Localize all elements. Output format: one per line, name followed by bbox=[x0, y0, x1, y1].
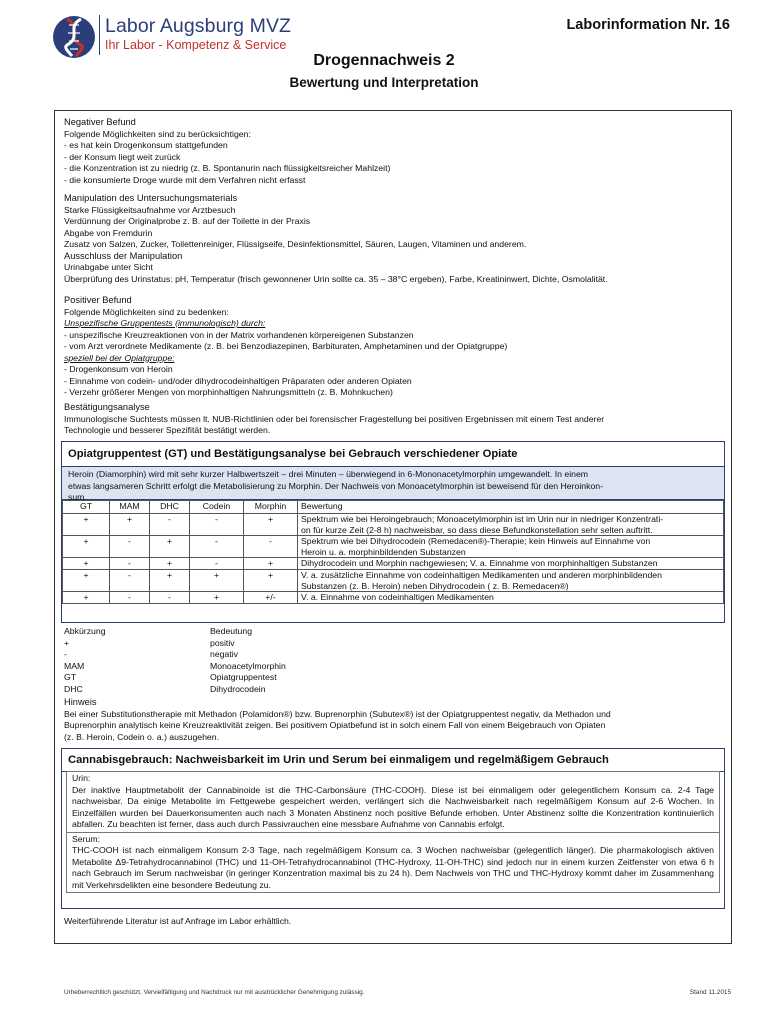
table-cell: + bbox=[63, 514, 110, 536]
table-row bbox=[63, 592, 724, 604]
brand bbox=[105, 15, 291, 53]
brand-divider bbox=[99, 15, 100, 55]
positiv-heading: Positiver Befund bbox=[64, 295, 132, 305]
legend-value: positiv bbox=[210, 637, 235, 648]
section-negativ bbox=[64, 117, 724, 186]
row-text: Spektrum wie bei Dihydrocodein (Remedacen®)-Therapie; kein Hinweis auf Einnahme von bbox=[301, 536, 651, 547]
table-cell: - bbox=[110, 592, 150, 604]
legend-value: Dihydrocodein bbox=[210, 683, 266, 694]
opiate-title: Opiatgruppentest (GT) und Bestätigungsanalyse bei Gebrauch verschiedener Opiate bbox=[62, 442, 724, 467]
legend-row bbox=[64, 684, 464, 696]
legend-key: - bbox=[64, 649, 67, 659]
opiate-intro bbox=[62, 467, 724, 500]
table-cell: + bbox=[244, 558, 298, 570]
list-item: - es hat kein Drogenkonsum stattgefunden bbox=[64, 140, 228, 150]
urin-heading: Urin: bbox=[72, 773, 91, 783]
legend-value: Opiatgruppentest bbox=[210, 672, 277, 682]
table-cell: - bbox=[150, 514, 190, 536]
table-cell: - bbox=[110, 558, 150, 570]
table-row bbox=[63, 558, 724, 570]
table-cell: + bbox=[63, 558, 110, 570]
column-header: DHC bbox=[150, 501, 190, 514]
hinweis-line: Bei einer Substitutionstherapie mit Methadon (Polamidon®) bzw. Buprenorphin (Subutex®) ist der Opiatgruppentest negativ, da Methadon und bbox=[64, 708, 611, 719]
exclusion-heading: Ausschluss der Manipulation bbox=[64, 250, 183, 261]
urin-text: Der inaktive Hauptmetabolit der Cannabinoide ist die THC-Carbonsäure (THC-COOH). Diese ist bei einmaligem oder gelegentlichem Konsum ca. 2-4 Tage nachweisbar. Da einige Metabolite im Fettgewebe gespeichert werden, verlängert sich die Nachweisbarkeit nach regelmäßigem Konsum auf 2-6 Wochen. In Einzelfällen wurden bei Dauerkonsumenten auch nach 3 Monaten Abstinenz noch positive Befunde erhoben. Unter Abstinenz sollte die Konzentration kontinuierlich abfallen. Zu beachten ist ferner, dass auch durch Passivrauchen eine messbare Aufnahme von Cannabis erfolgt. bbox=[72, 784, 714, 829]
table-cell: + bbox=[150, 536, 190, 558]
table-cell: + bbox=[190, 592, 244, 604]
table-row bbox=[63, 536, 724, 558]
row-text: Dihydrocodein und Morphin nachgewiesen; V. a. Einnahme von morphinhaltigen Substanzen bbox=[301, 558, 658, 569]
positiv-intro: Folgende Möglichkeiten sind zu bedenken: bbox=[64, 306, 229, 317]
legend-key: MAM bbox=[64, 660, 85, 671]
row-text: Heroin u. a. morphinbildenden Substanzen bbox=[301, 546, 466, 557]
list-item: - unspezifische Kreuzreaktionen von in der Matrix vorhandenen körpereigenen Substanzen bbox=[64, 329, 414, 340]
abbreviation-legend bbox=[64, 626, 464, 695]
page-title: Drogennachweis 2 bbox=[313, 52, 455, 69]
table-cell: - bbox=[110, 536, 150, 558]
serum-text: THC-COOH ist nach einmaligem Konsum 2-3 Tage, nach regelmäßigem Konsum ca. 3 Wochen nachweisbar (gelegentlich länger). Die pharmakologisch aktiven Metabolite Δ9-Tetrahydrocannabinol (THC) und 11-OH-Tetrahydrocannabinol (THC-Hydroxy, 11-OH-THC) sind jedoch nur in einem kurzen Zeitfenster von etwa 6 h nach Gebrauch im Serum nachweisbar (in geringer Konzentration maximal bis zu 24 h). Dem Nachweis von THC und THC-Hydroxy kommt daher im Zusammenhang mit Verkehrsdelikten eine besondere Bedeutung zu. bbox=[72, 845, 714, 890]
column-header: Morphin bbox=[244, 501, 298, 514]
list-item: - Verzehr größerer Mengen von morphinhaltigen Nahrungsmitteln (z. B. Mohnkuchen) bbox=[64, 387, 393, 397]
list-item: - der Konsum liegt weit zurück bbox=[64, 151, 181, 162]
table-cell: + bbox=[63, 569, 110, 591]
manipulation-heading: Manipulation des Untersuchungsmaterials bbox=[64, 193, 238, 203]
table-cell bbox=[298, 558, 724, 570]
table-row bbox=[63, 569, 724, 591]
page-subtitle: Bewertung und Interpretation bbox=[289, 75, 479, 90]
row-text: Substanzen (z. B. Heroin) neben Dihydrocodein ( z. B. Remedacen®) bbox=[301, 580, 569, 591]
legend-row bbox=[64, 672, 464, 684]
legend-key: GT bbox=[64, 672, 77, 682]
lab-info-number: Laborinformation Nr. 16 bbox=[566, 17, 730, 33]
opiate-box bbox=[61, 441, 725, 623]
list-item: - Einnahme von codein- und/oder dihydrocodeinhaltigen Präparaten oder anderen Opiaten bbox=[64, 375, 412, 386]
table-cell: - bbox=[150, 592, 190, 604]
cannabis-title: Cannabisgebrauch: Nachweisbarkeit im Urin und Serum bei einmaligem und regelmäßigem Gebrauch bbox=[62, 749, 724, 772]
list-item: Abgabe von Fremdurin bbox=[64, 227, 153, 238]
bestaetigung-line: Immunologische Suchtests müssen lt. NUB-Richtlinien oder bei forensischer Fragestellung bei positiven Ergebnissen mit einem Test anderer bbox=[64, 413, 605, 424]
list-item: Urinabgabe unter Sicht bbox=[64, 262, 153, 272]
table-cell: + bbox=[63, 592, 110, 604]
table-cell bbox=[298, 592, 724, 604]
opiate-intro-line: etwas langsameren Schritt erfolgt die Metabolisierung zu Morphin. Der Nachweis von Monoacetylmorphin ist beweisend für den Heroinkon- bbox=[68, 480, 604, 491]
footer-date: Stand 11.2015 bbox=[689, 989, 731, 996]
row-text: V. a. Einnahme von codeinhaltigen Medikamenten bbox=[301, 592, 494, 603]
list-item: Zusatz von Salzen, Zucker, Toilettenreiniger, Flüssigseife, Desinfektionsmittel, Säuren, Laugen, Vitaminen und anderem. bbox=[64, 239, 527, 249]
opiate-intro-line: sum. bbox=[68, 492, 87, 502]
legend-value: Monoacetylmorphin bbox=[210, 660, 286, 671]
cannabis-box bbox=[61, 748, 725, 909]
opiate-table bbox=[62, 500, 724, 604]
row-text: Spektrum wie bei Heroingebrauch; Monoacetylmorphin ist im Urin nur in niedriger Konzentrati- bbox=[301, 514, 664, 524]
footer-copyright: Urheberrechtlich geschützt. Vervielfältigung und Nachdruck nur mit ausdrücklicher Genehmigung zulässig. bbox=[64, 989, 365, 996]
serum-heading: Serum: bbox=[72, 833, 101, 844]
list-item: Verdünnung der Originalprobe z. B. auf der Toilette in der Praxis bbox=[64, 216, 311, 226]
column-header: Codein bbox=[190, 501, 244, 514]
hinweis-line: Buprenorphin analytisch keine Kreuzreaktivität zeigen. Bei positivem Opiatbefund ist in solch einem Fall von einem Beigebrauch von Opiaten bbox=[64, 720, 606, 730]
legend-header bbox=[64, 626, 464, 638]
bestaetigung-heading: Bestätigungsanalyse bbox=[64, 402, 150, 412]
hinweis-line: (z. B. Heroin, Codein o. a.) auszugehen. bbox=[64, 731, 220, 742]
legend-col-meaning: Bedeutung bbox=[210, 626, 253, 636]
legend-value: negativ bbox=[210, 649, 239, 659]
table-cell bbox=[298, 569, 724, 591]
table-cell: - bbox=[244, 536, 298, 558]
list-item: - die Konzentration ist zu niedrig (z. B. Spontanurin nach flüssigkeitsreicher Mahlzeit) bbox=[64, 163, 391, 173]
table-cell: + bbox=[190, 569, 244, 591]
column-header: Bewertung bbox=[298, 501, 724, 514]
column-header: MAM bbox=[110, 501, 150, 514]
urin-box bbox=[66, 771, 720, 833]
section-manipulation bbox=[64, 193, 724, 285]
table-cell bbox=[298, 536, 724, 558]
list-item: - vom Arzt verordnete Medikamente (z. B. bei Benzodiazepinen, Barbituraten, Amphetaminen und der Opiatgruppe) bbox=[64, 341, 508, 351]
section-positiv bbox=[64, 295, 724, 399]
table-cell: +/- bbox=[244, 592, 298, 604]
negativ-intro: Folgende Möglichkeiten sind zu berücksichtigen: bbox=[64, 128, 251, 139]
section-hinweis bbox=[64, 697, 724, 743]
table-cell: - bbox=[190, 514, 244, 536]
legend-row bbox=[64, 638, 464, 650]
list-item: Starke Flüssigkeitsaufnahme vor Arztbesuch bbox=[64, 204, 236, 215]
list-item: - die konsumierte Droge wurde mit dem Verfahren nicht erfasst bbox=[64, 174, 306, 185]
table-cell bbox=[298, 514, 724, 536]
table-cell: + bbox=[63, 536, 110, 558]
brand-name: Labor Augsburg MVZ bbox=[105, 15, 292, 37]
legend-row bbox=[64, 649, 464, 661]
table-cell: - bbox=[110, 569, 150, 591]
table-cell: + bbox=[244, 514, 298, 536]
table-row bbox=[63, 514, 724, 536]
list-item: Überprüfung des Urinstatus: pH, Temperatur (frisch gewonnener Urin sollte ca. 35 – 38°C ergeben), Farbe, Kreatininwert, Dichte, Osmolalität. bbox=[64, 273, 608, 284]
table-cell: - bbox=[190, 536, 244, 558]
literature-note: Weiterführende Literatur ist auf Anfrage im Labor erhältlich. bbox=[64, 916, 292, 926]
legend-key: + bbox=[64, 637, 70, 648]
brand-slogan: Ihr Labor - Kompetenz & Service bbox=[105, 38, 287, 52]
legend-col-abbr: Abkürzung bbox=[64, 626, 106, 636]
serum-box bbox=[66, 832, 720, 894]
hinweis-heading: Hinweis bbox=[64, 697, 97, 707]
row-text: V. a. zusätzliche Einnahme von codeinhaltigen Medikamenten und anderen morphinbildenden bbox=[301, 569, 662, 580]
positiv-sub2: speziell bei der Opiatgruppe: bbox=[64, 352, 175, 363]
list-item: - Drogenkonsum von Heroin bbox=[64, 364, 173, 374]
legend-key: DHC bbox=[64, 683, 83, 694]
positiv-sub1: Unspezifische Gruppentests (immunologisch) durch: bbox=[64, 318, 266, 328]
section-bestaetigung bbox=[64, 402, 724, 437]
table-cell: + bbox=[110, 514, 150, 536]
negativ-heading: Negativer Befund bbox=[64, 117, 136, 127]
column-header: GT bbox=[63, 501, 110, 514]
table-cell: + bbox=[150, 569, 190, 591]
row-text: on für kurze Zeit (2-8 h) nachweisbar, so dass diese Befundkonstellation sehr selten auftritt. bbox=[301, 524, 653, 535]
legend-row bbox=[64, 661, 464, 673]
bestaetigung-line: Technologie und besserer Spezifität bestätigt werden. bbox=[64, 425, 271, 435]
table-cell: + bbox=[150, 558, 190, 570]
table-cell: + bbox=[244, 569, 298, 591]
content-frame bbox=[54, 110, 732, 944]
table-cell: - bbox=[190, 558, 244, 570]
table-header-row bbox=[63, 501, 724, 514]
opiate-intro-line: Heroin (Diamorphin) wird mit sehr kurzer Halbwertszeit – drei Minuten – überwiegend in 6-Mononacetylmorphin umgewandelt. In einem bbox=[68, 469, 589, 479]
